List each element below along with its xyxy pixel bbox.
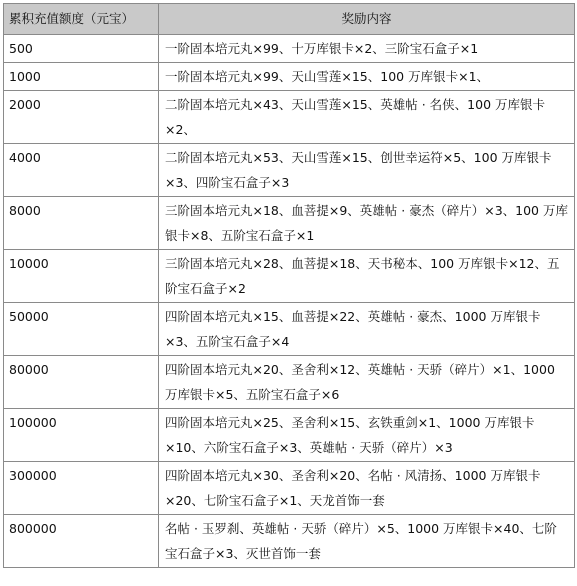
amount-cell: 500 — [4, 35, 159, 63]
table-row — [4, 462, 575, 515]
reward-cell: 四阶固本培元丸×25、圣舍利×15、玄铁重剑×1、1000 万库银卡×10、六阶宝石盒子×3、英雄帖 · 天骄（碎片）×3 — [159, 409, 575, 462]
amount-cell: 8000 — [4, 197, 159, 250]
table-row — [4, 35, 575, 63]
reward-cell: 二阶固本培元丸×53、天山雪莲×15、创世幸运符×5、100 万库银卡×3、四阶宝石盒子×3 — [159, 144, 575, 197]
reward-cell: 名帖 · 玉罗刹、英雄帖 · 天骄（碎片）×5、1000 万库银卡×40、七阶宝石盒子×3、灭世首饰一套 — [159, 515, 575, 568]
amount-cell: 300000 — [4, 462, 159, 515]
reward-cell: 四阶固本培元丸×30、圣舍利×20、名帖 · 风清扬、1000 万库银卡×20、七阶宝石盒子×1、天龙首饰一套 — [159, 462, 575, 515]
amount-cell: 100000 — [4, 409, 159, 462]
table-row — [4, 197, 575, 250]
amount-cell: 800000 — [4, 515, 159, 568]
amount-cell: 2000 — [4, 91, 159, 144]
table-row — [4, 515, 575, 568]
amount-cell: 50000 — [4, 303, 159, 356]
table-row — [4, 303, 575, 356]
header-amount: 累积充值额度（元宝） — [4, 4, 159, 35]
table-row — [4, 356, 575, 409]
reward-cell: 四阶固本培元丸×15、血菩提×22、英雄帖 · 豪杰、1000 万库银卡×3、五阶宝石盒子×4 — [159, 303, 575, 356]
reward-table — [3, 3, 575, 568]
table-row — [4, 409, 575, 462]
reward-cell: 一阶固本培元丸×99、十万库银卡×2、三阶宝石盒子×1 — [159, 35, 575, 63]
table-row — [4, 63, 575, 91]
table-row — [4, 250, 575, 303]
table-header — [4, 4, 575, 35]
table-body — [4, 35, 575, 568]
reward-cell: 四阶固本培元丸×20、圣舍利×12、英雄帖 · 天骄（碎片）×1、1000 万库银卡×5、五阶宝石盒子×6 — [159, 356, 575, 409]
reward-cell: 三阶固本培元丸×28、血菩提×18、天书秘本、100 万库银卡×12、五阶宝石盒子×2 — [159, 250, 575, 303]
header-row — [4, 4, 575, 35]
amount-cell: 1000 — [4, 63, 159, 91]
reward-cell: 三阶固本培元丸×18、血菩提×9、英雄帖 · 豪杰（碎片）×3、100 万库银卡×8、五阶宝石盒子×1 — [159, 197, 575, 250]
amount-cell: 4000 — [4, 144, 159, 197]
reward-cell: 二阶固本培元丸×43、天山雪莲×15、英雄帖 · 名侠、100 万库银卡×2、 — [159, 91, 575, 144]
amount-cell: 80000 — [4, 356, 159, 409]
reward-cell: 一阶固本培元丸×99、天山雪莲×15、100 万库银卡×1、 — [159, 63, 575, 91]
header-reward: 奖励内容 — [159, 4, 575, 35]
table-row — [4, 91, 575, 144]
amount-cell: 10000 — [4, 250, 159, 303]
table-row — [4, 144, 575, 197]
